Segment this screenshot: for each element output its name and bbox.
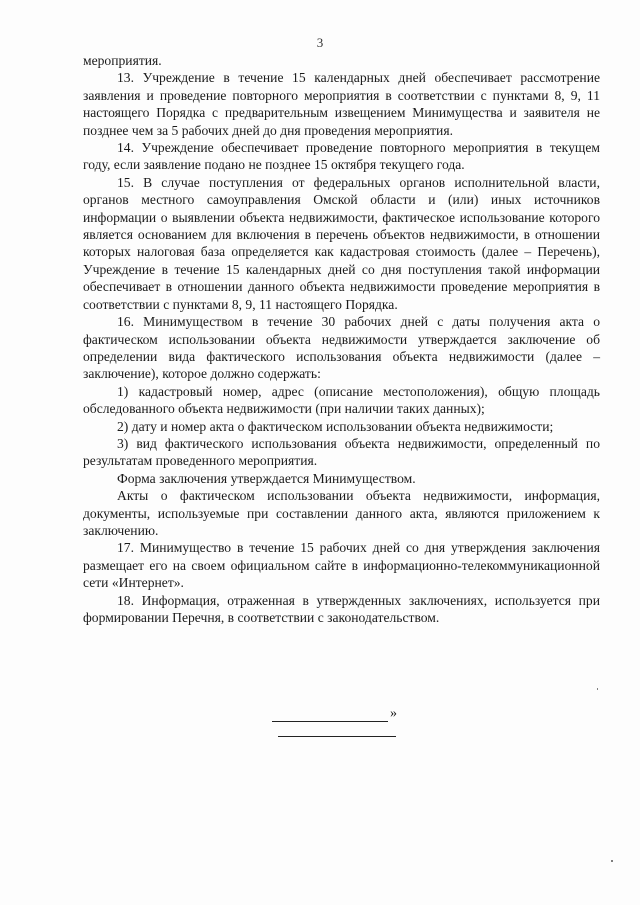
paragraph-17: 17. Минимущество в течение 15 рабочих дней со дня утверждения заключения размещает его на своем официальном сайте в информационно-телекоммуникационной сети «Интернет». [83, 540, 600, 591]
closing-quote: » [390, 706, 397, 721]
closing-divider [278, 736, 396, 737]
paragraph-16: 16. Минимуществом в течение 30 рабочих дней с даты получения акта о фактическом использовании объекта недвижимости утверждается заключение об определении вида фактического использования объекта недвижимости (далее – заключение), которое должно содержать: [83, 314, 600, 382]
paragraph-continuation: мероприятия. [83, 53, 162, 68]
list-item-1: 1) кадастровый номер, адрес (описание местоположения), общую площадь обследованного объекта недвижимости (при наличии таких данных); [83, 383, 600, 417]
paragraph-14: 14. Учреждение обеспечивает проведение повторного мероприятия в текущем году, если заявление подано не позднее 15 октября текущего года. [83, 140, 600, 173]
list-item-2: 2) дату и номер акта о фактическом использовании объекта недвижимости; [117, 418, 554, 434]
list-item-3: 3) вид фактического использования объекта недвижимости, определенный по результатам проведенного мероприятия. [83, 435, 600, 469]
paragraph-15: 15. В случае поступления от федеральных органов исполнительной власти, органов местного самоуправления Омской области и (или) иных источников информации о выявлении объекта недвижимости, фактическое использование которого является основанием для включения в перечень объектов недвижимости, в отношении которых налоговая база определяется как кадастровая стоимость (далее – Перечень), Учреждение в течение 15 календарных дней со дня поступления такой информации обеспечивает в отношении данного объекта недвижимости проведение мероприятия в соответствии с пунктами 8, 9, 11 настоящего Порядка. [83, 174, 600, 312]
paragraph-form: Форма заключения утверждается Минимуществом. [117, 470, 416, 486]
paragraph-13: 13. Учреждение в течение 15 календарных дней обеспечивает рассмотрение заявления и проведение повторного мероприятия в соответствии с пунктами 8, 9, 11 настоящего Порядка с предварительным извещением Минимущества и заявителя не позднее чем за 5 рабочих дней до дня проведения мероприятия. [83, 70, 600, 138]
scan-speck [611, 860, 613, 862]
closing-underline [272, 709, 388, 722]
closing-mark [272, 704, 412, 722]
scan-speck [597, 688, 598, 690]
document-body [83, 52, 600, 626]
paragraph-18: 18. Информация, отраженная в утвержденных заключениях, используется при формировании Перечня, в соответствии с законодательством. [83, 592, 600, 625]
page-number: 3 [316, 35, 324, 50]
paragraph-acts: Акты о фактическом использовании объекта недвижимости, информация, документы, используемые при составлении данного акта, являются приложением к заключению. [83, 488, 600, 538]
